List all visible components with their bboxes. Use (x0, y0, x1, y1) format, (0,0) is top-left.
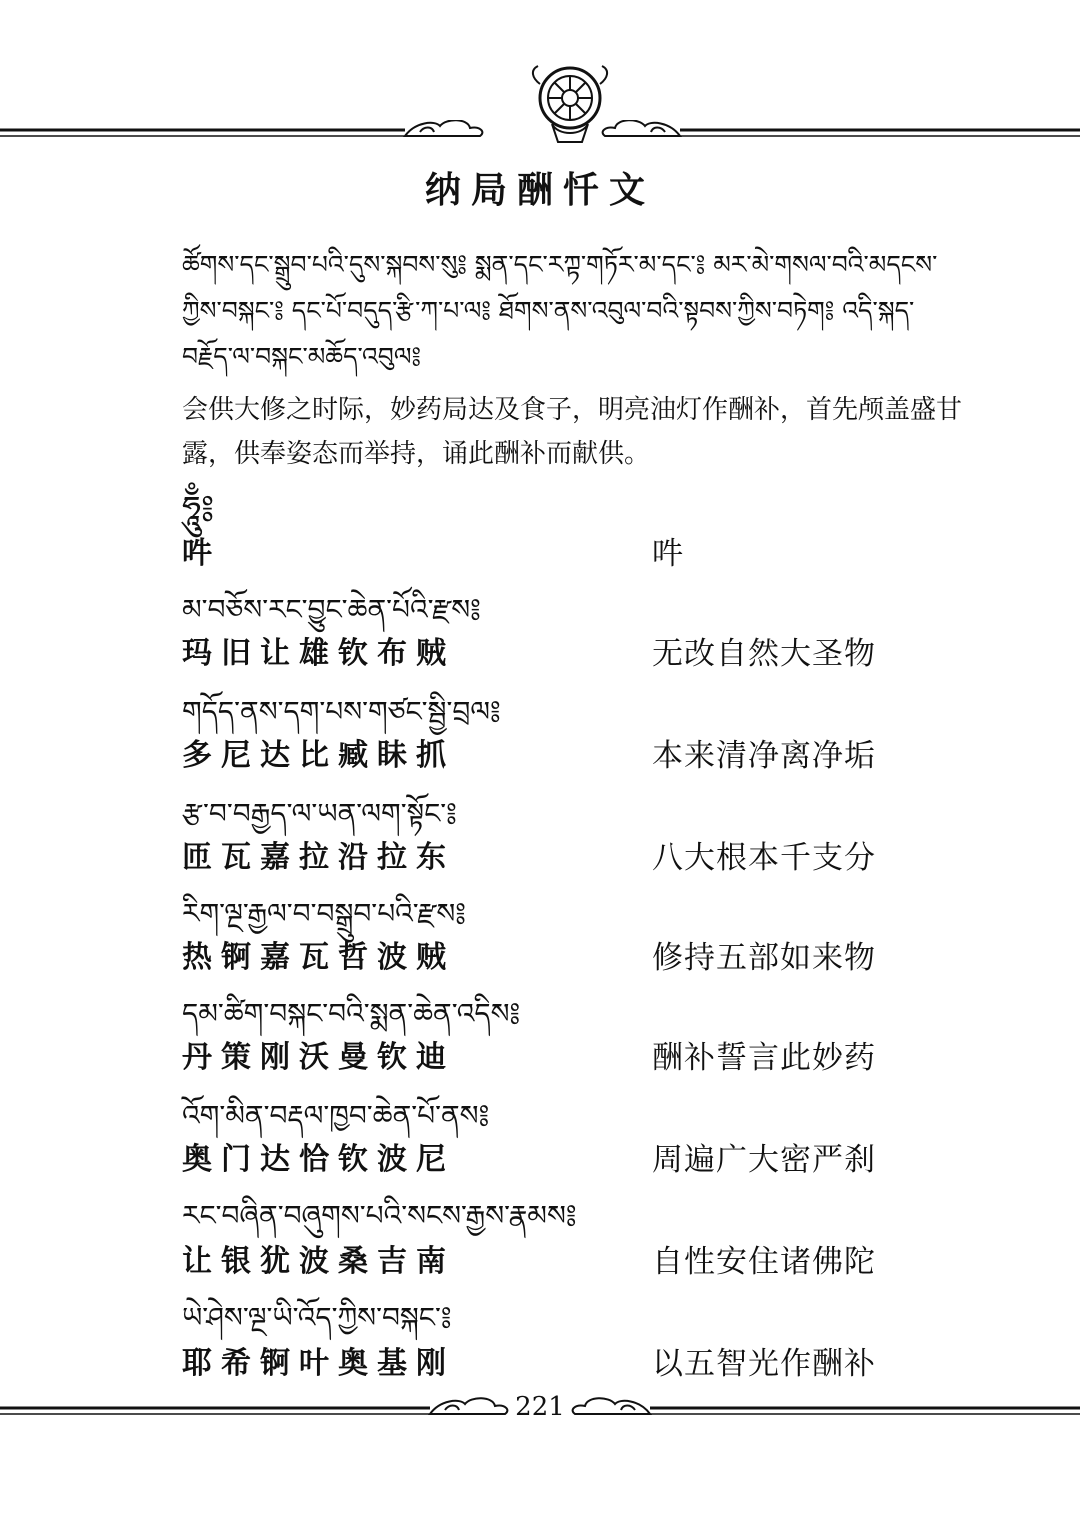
verse-tibetan: དམ་ཚིག་བསྐང་བའི་སྨན་ཆེན་འདིས༔ (182, 997, 521, 1030)
verse-row (182, 628, 982, 678)
verse-row (182, 1134, 982, 1184)
verse-translation: 周遍广大密严刹 (652, 1142, 876, 1178)
verse-phonetic: 耶希锕叶奥基刚 (182, 1346, 455, 1381)
verse-translation: 修持五部如来物 (652, 940, 876, 976)
verse-tibetan: རང་བཞིན་བཞུགས་པའི་སངས་རྒྱས་རྣམས༔ (182, 1199, 577, 1232)
verse-row (182, 932, 982, 982)
intro-tibetan: ཚོགས་དང་སྒྲུབ་པའི་དུས་སྐབས་སུ༔ སྨན་དང་རཀྟ་གཏོར་མ་དང་༔ མར་མེ་གསལ་བའི་མདངས་ཀྱིས་བསྐང་༔ དང་པོ་བདུད་རྩི་ཀ་པ་ལ༔ ཐོགས་ནས་འབུལ་བའི་སྟབས་ཀྱིས་བཏེག༔ འདི་སྐད་བརྗོད་ལ་བསྐང་མཆོད་འབུལ༔ (182, 250, 938, 371)
verse-row (182, 832, 982, 882)
verse-translation: 八大根本千支分 (652, 840, 876, 876)
verse-tibetan: རིག་ལྔ་རྒྱལ་བ་བསྒྲུབ་པའི་རྫས༔ (182, 897, 466, 930)
verse-phonetic: 匝瓦嘉拉沿拉东 (182, 840, 455, 875)
page-title: 纳局酬忏文 (424, 170, 655, 211)
hum-phonetic: 吽 (182, 536, 221, 571)
verse-translation: 酬补誓言此妙药 (652, 1040, 876, 1076)
verse-tibetan: གདོད་ནས་དག་པས་གཙང་སྦྱི་བྲལ༔ (182, 695, 501, 728)
verse-phonetic: 热锕嘉瓦哲波贼 (182, 940, 455, 975)
verse-phonetic: 让银犹波桑吉南 (182, 1244, 455, 1279)
verse-row (182, 1236, 982, 1286)
hum-row (182, 528, 982, 578)
verse-row (182, 1032, 982, 1082)
dharma-wheel-icon (522, 58, 618, 154)
verse-tibetan: ཡེ་ཤེས་ལྔ་ཡི་འོད་ཀྱིས་བསྐང་༔ (182, 1301, 452, 1334)
hum-translation: 吽 (652, 536, 684, 572)
verse-phonetic: 多尼达比臧眛抓 (182, 738, 455, 773)
verse-translation: 无改自然大圣物 (652, 636, 876, 672)
verse-tibetan: འོག་མིན་བརྡལ་ཁྱབ་ཆེན་པོ་ནས༔ (182, 1099, 490, 1132)
verse-tibetan: མ་བཅོས་རང་བྱུང་ཆེན་པོའི་རྫས༔ (182, 593, 481, 626)
hum-tibetan: ཧཱུྃ༔ (182, 489, 215, 529)
cloud-left-icon (405, 120, 482, 136)
verse-translation: 本来清净离净垢 (652, 738, 876, 774)
verse-tibetan: རྩ་བ་བརྒྱད་ལ་ཡན་ལག་སྟོང་༔ (182, 797, 457, 830)
verse-phonetic: 丹策刚沃曼钦迪 (182, 1040, 455, 1075)
page-number: 221 (515, 1392, 565, 1422)
verse-translation: 以五智光作酬补 (652, 1346, 876, 1382)
verse-row (182, 730, 982, 780)
verse-phonetic: 玛旧让雄钦布贼 (182, 636, 455, 671)
verse-translation: 自性安住诸佛陀 (652, 1244, 876, 1280)
verse-phonetic: 奥门达恰钦波尼 (182, 1142, 455, 1177)
intro-chinese: 会供大修之时际，妙药局达及食子，明亮油灯作酬补，首先颅盖盛甘露，供奉姿态而举持，诵此酬补而献供。 (182, 395, 963, 469)
